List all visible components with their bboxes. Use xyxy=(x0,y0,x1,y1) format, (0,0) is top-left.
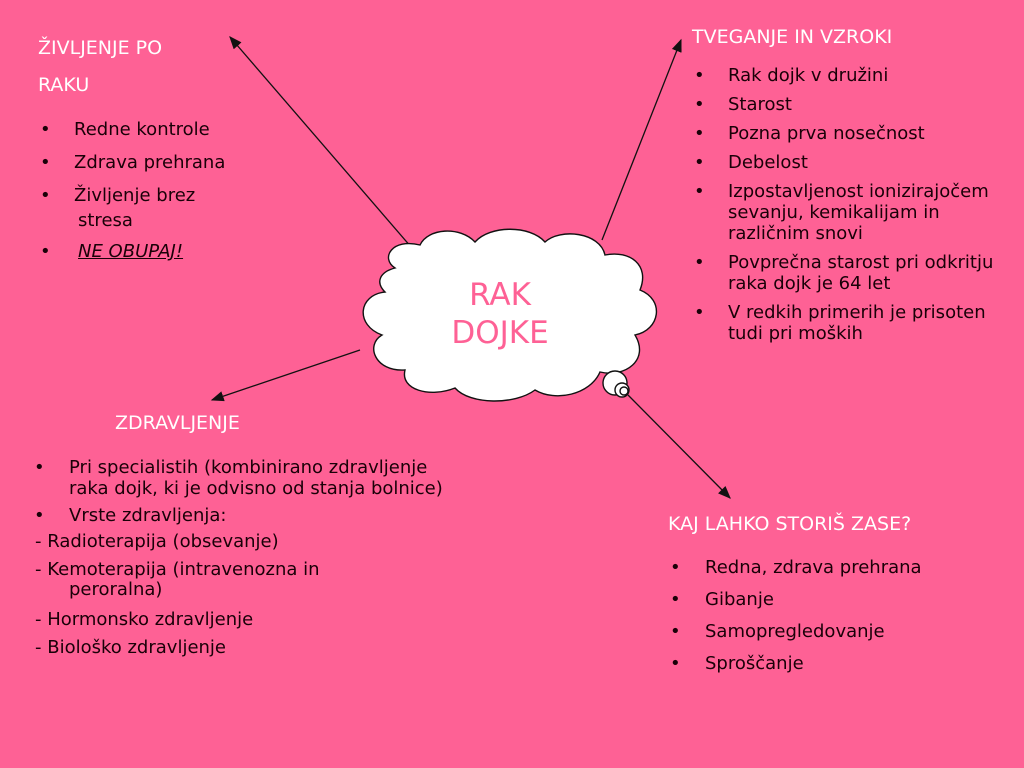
treatment-type-continuation: peroralna) xyxy=(69,579,163,600)
arrow-bottom-right xyxy=(628,395,730,498)
list-item-emphasis: • NE OBUPAJ! xyxy=(38,241,225,262)
list-item: • Pozna prva nosečnost xyxy=(692,123,1022,144)
central-topic-line2: DOJKE xyxy=(451,315,549,351)
list-item: • Redne kontrole xyxy=(38,119,225,140)
branch-treatment-title-wrap xyxy=(115,412,240,434)
list-item: • Redna, zdrava prehrana xyxy=(668,557,1008,578)
list-item: • Sproščanje xyxy=(668,653,1008,674)
list-item: • Gibanje xyxy=(668,589,1008,610)
list-item-continuation: stresa xyxy=(78,210,133,231)
arrow-top-left xyxy=(230,37,418,255)
central-topic xyxy=(400,276,600,352)
treatment-type: - Radioterapija (obsevanje) xyxy=(35,531,279,552)
list-item: • Življenje brez xyxy=(38,185,225,206)
list-item: • Rak dojk v družini xyxy=(692,65,1022,86)
list-item: • Starost xyxy=(692,94,1022,115)
central-topic-line1: RAK xyxy=(469,277,531,313)
treatment-type: - Kemoterapija (intravenozna in xyxy=(35,559,320,580)
list-item: • Debelost xyxy=(692,152,1022,173)
list-item: • Izpostavljenost ionizirajočem sevanju, kemikalijam in različnim snovi xyxy=(692,181,1008,244)
arrow-bottom-left xyxy=(212,350,360,400)
list-item: • Zdrava prehrana xyxy=(38,152,225,173)
branch-life-after-cancer xyxy=(38,30,225,262)
list-item: • Vrste zdravljenja: xyxy=(32,505,452,526)
branch-risks-and-causes xyxy=(692,26,1022,344)
arrow-top-right xyxy=(602,40,681,240)
list-item: • V redkih primerih je prisoten tudi pri moških xyxy=(692,302,1008,344)
branch-title: KAJ LAHKO STORIŠ ZASE? xyxy=(668,513,912,535)
treatment-type: - Biološko zdravljenje xyxy=(35,637,227,658)
branch-title: ŽIVLJENJE PO RAKU xyxy=(38,37,163,96)
treatment-type: - Hormonsko zdravljenje xyxy=(35,609,254,630)
list-item: • Pri specialistih (kombinirano zdravljenje raka dojk, ki je odvisno od stanja bolnice) xyxy=(32,457,452,499)
list-item: • Povprečna starost pri odkritju raka dojk je 64 let xyxy=(692,252,1022,294)
branch-title: ZDRAVLJENJE xyxy=(115,412,240,434)
branch-self-care xyxy=(668,513,1008,674)
thought-bubble-small xyxy=(620,387,628,395)
branch-treatment xyxy=(32,457,452,662)
branch-title: TVEGANJE IN VZROKI xyxy=(692,26,893,48)
list-item: • Samopregledovanje xyxy=(668,621,1008,642)
